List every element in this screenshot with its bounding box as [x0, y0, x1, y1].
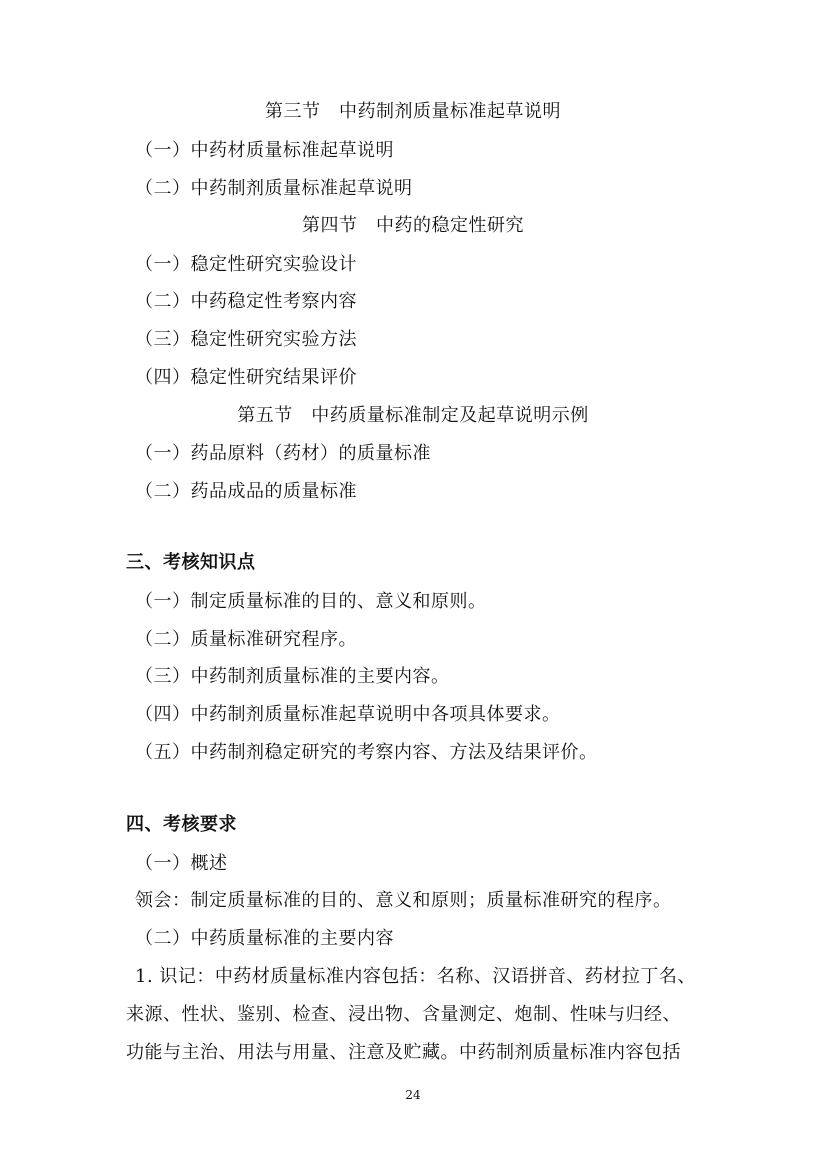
section4-item-1: （一）稳定性研究实验设计: [135, 254, 357, 275]
section4-item-2: （二）中药稳定性考察内容: [135, 291, 357, 312]
requirements-sub1: （一）概述: [135, 853, 228, 874]
requirements-heading: 四、考核要求: [126, 814, 237, 835]
requirements-para-line-3: 功能与主治、用法与用量、注意及贮藏。中药制剂质量标准内容包括: [126, 1042, 681, 1063]
section5-title: 第五节 中药质量标准制定及起草说明示例: [237, 405, 589, 426]
page-number: 24: [405, 1088, 421, 1102]
section3-item-1: （一）中药材质量标准起草说明: [135, 140, 394, 161]
knowledge-item-5: （五）中药制剂稳定研究的考察内容、方法及结果评价。: [135, 742, 598, 763]
section3-item-2: （二）中药制剂质量标准起草说明: [135, 178, 413, 199]
knowledge-item-4: （四）中药制剂质量标准起草说明中各项具体要求。: [135, 704, 561, 725]
section5-item-1: （一）药品原料（药材）的质量标准: [135, 443, 431, 464]
requirements-sub2: （二）中药质量标准的主要内容: [135, 928, 394, 949]
knowledge-item-1: （一）制定质量标准的目的、意义和原则。: [135, 591, 487, 612]
section3-title: 第三节 中药制剂质量标准起草说明: [265, 101, 561, 122]
requirements-para-line-1: 1. 识记：中药材质量标准内容包括：名称、汉语拼音、药材拉丁名、: [135, 966, 696, 987]
requirements-sub1-text: 领会：制定质量标准的目的、意义和原则；质量标准研究的程序。: [135, 890, 672, 911]
knowledge-item-3: （三）中药制剂质量标准的主要内容。: [135, 666, 450, 687]
section4-item-4: （四）稳定性研究结果评价: [135, 367, 357, 388]
requirements-para-line-2: 来源、性状、鉴别、检查、浸出物、含量测定、炮制、性味与归经、: [126, 1004, 681, 1025]
knowledge-item-2: （二）质量标准研究程序。: [135, 629, 357, 650]
section5-item-2: （二）药品成品的质量标准: [135, 481, 357, 502]
section4-item-3: （三）稳定性研究实验方法: [135, 329, 357, 350]
section4-title: 第四节 中药的稳定性研究: [302, 215, 524, 236]
knowledge-heading: 三、考核知识点: [126, 552, 256, 573]
